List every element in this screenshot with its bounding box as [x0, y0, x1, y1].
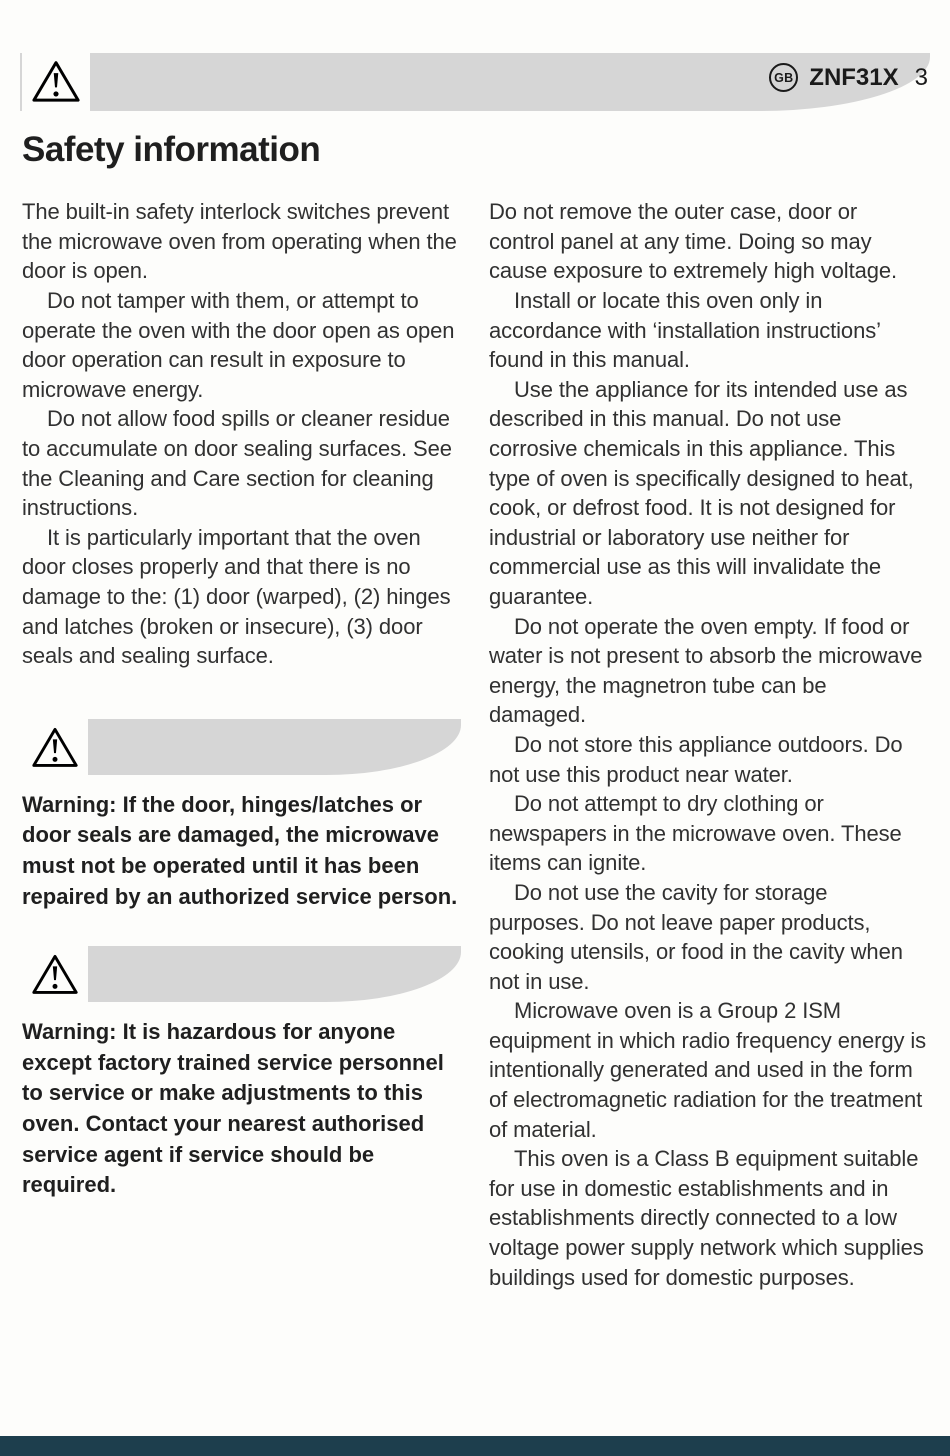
paragraph: This oven is a Class B equipment suitable for use in domestic establishments and in establishments directly connected to a low voltage power supply network which supplies buildings used for domestic purposes.: [489, 1146, 924, 1290]
paragraph: Do not store this appliance outdoors. Do not use this product near water.: [489, 731, 903, 787]
paragraph: Do not attempt to dry clothing or newspapers in the microwave oven. These items can ignite.: [489, 791, 902, 876]
footer-bar: [0, 1436, 950, 1456]
warning-triangle-icon: [31, 59, 81, 103]
left-column: [22, 197, 461, 1292]
warning-triangle-icon: [31, 726, 79, 768]
page-number: 3: [914, 63, 928, 91]
content-columns: [0, 197, 950, 1292]
paragraph: Do not use the cavity for storage purposes. Do not leave paper products, cooking utensils, or food in the cavity when not in use.: [489, 879, 903, 994]
warning-banner: [22, 946, 461, 1002]
paragraph: The built-in safety interlock switches prevent the microwave oven from operating when the door is open.: [22, 199, 457, 284]
paragraph: Do not tamper with them, or attempt to operate the oven with the door open as open door operation can result in exposure to microwave energy.: [22, 288, 455, 402]
right-column: [489, 197, 928, 1292]
page-title: Safety information: [22, 130, 321, 169]
paragraph: Use the appliance for its intended use as described in this manual. Do not use corrosive chemicals in this appliance. This type of oven is specifically designed to heat, cook, or defrost food. It is not designed for industrial or laboratory use neither for commercial use as this will invalidate the guarantee.: [489, 376, 914, 609]
paragraph: Do not operate the oven empty. If food or water is not present to absorb the microwave energy, the magnetron tube can be damaged.: [489, 613, 923, 728]
warning-text: Warning: If the door, hinges/latches or door seals are damaged, the microwave must not be operated until it has been repaired by an authorized service person.: [22, 791, 458, 909]
paragraph: Do not remove the outer case, door or control panel at any time. Doing so may cause exposure to extremely high voltage.: [489, 199, 898, 284]
paragraph: Microwave oven is a Group 2 ISM equipment in which radio frequency energy is intentionally generated and used in the form of electromagnetic radiation for the treatment of material.: [489, 998, 927, 1142]
page-header: [769, 63, 928, 92]
warning-icon-box: [22, 50, 90, 112]
paragraph: Do not allow food spills or cleaner residue to accumulate on door sealing surfaces. See the Cleaning and Care section for cleaning instructions.: [22, 406, 452, 521]
warning-icon-box: [22, 717, 88, 777]
paragraph: Install or locate this oven only in accordance with ‘installation instructions’ found in this manual.: [489, 288, 881, 373]
warning-banner: [22, 719, 461, 775]
warning-icon-box: [22, 944, 88, 1004]
model-number: ZNF31X: [809, 63, 899, 91]
gb-circle-badge: GB: [769, 63, 798, 92]
paragraph: It is particularly important that the oven door closes properly and that there is no damage to the: (1) door (warped), (2) hinges and latches (broken or insecure), (3) door seals and sealing surface.: [22, 524, 451, 669]
warning-triangle-icon: [31, 953, 79, 995]
warning-text: Warning: It is hazardous for anyone except factory trained service personnel to service or make adjustments to this oven. Contact your nearest authorised service agent if service should be required.: [22, 1019, 444, 1198]
